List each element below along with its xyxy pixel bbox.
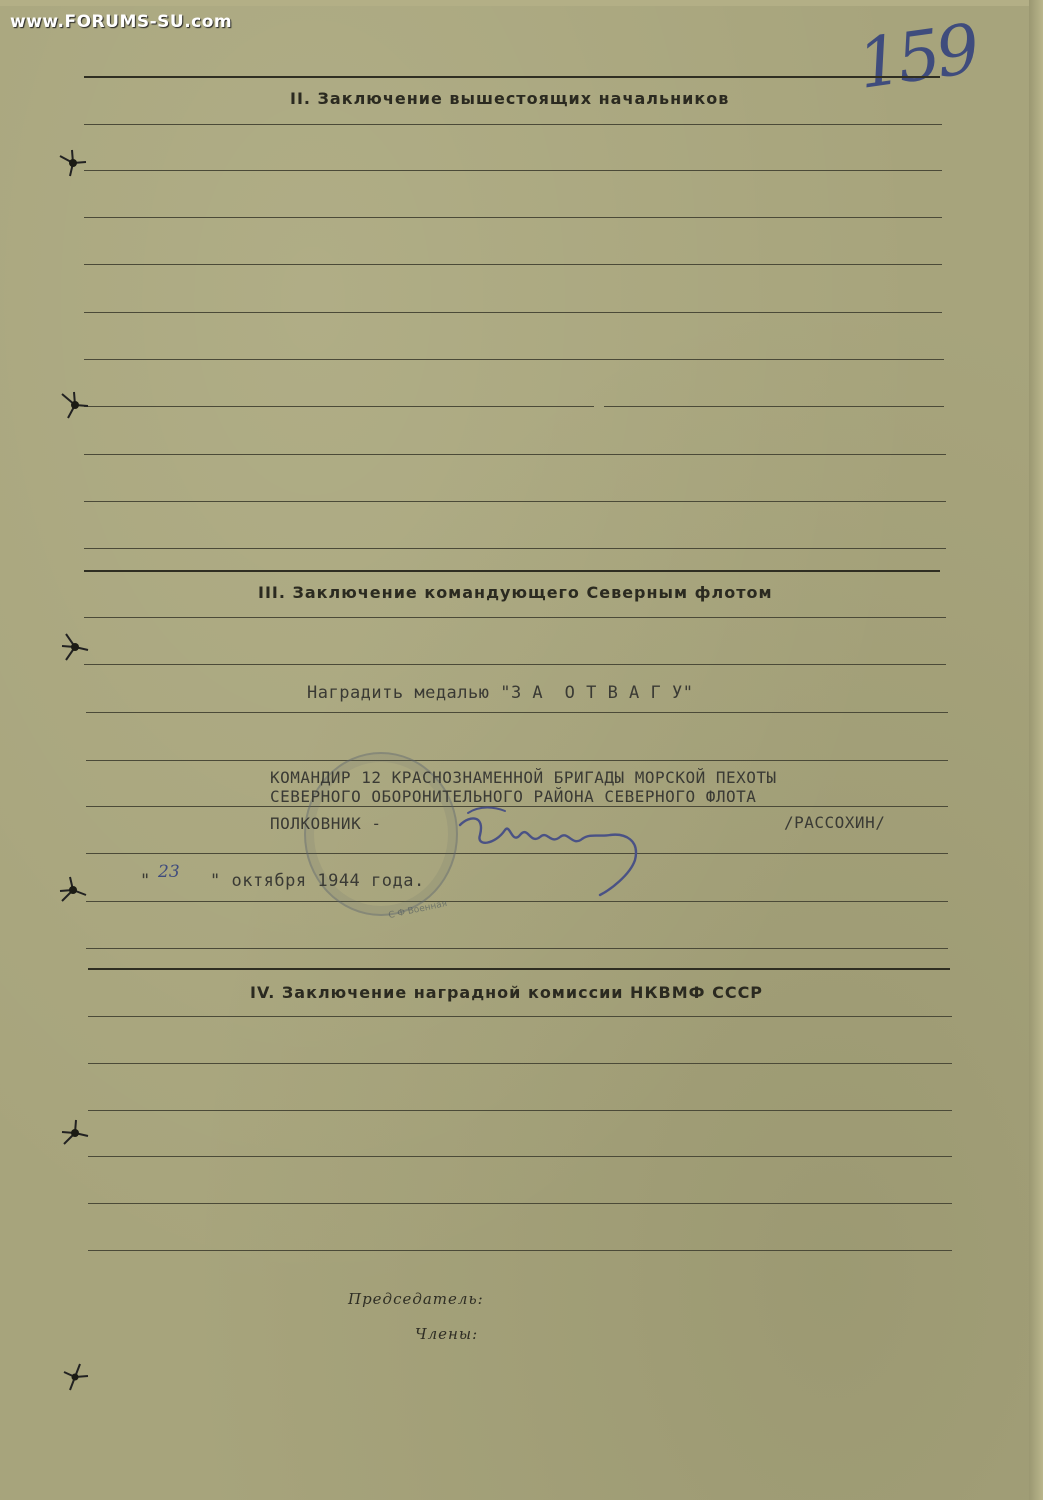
blank-line <box>84 264 942 265</box>
stamp-lettering: С Ф Военная <box>387 898 449 922</box>
blank-line <box>88 1156 952 1157</box>
commander-name: /РАССОХИН/ <box>784 813 886 832</box>
blank-line <box>84 454 946 455</box>
section3-heading: III. Заключение командующего Северным флотом <box>258 583 773 602</box>
page-number: 159 <box>853 10 981 105</box>
blank-line <box>84 501 946 502</box>
date-day: 23 <box>158 862 180 882</box>
blank-line <box>84 170 942 171</box>
section4-heading: IV. Заключение наградной комиссии НКВМФ СССР <box>250 983 764 1002</box>
award-text: Наградить медалью "З А О Т В А Г У" <box>307 683 694 703</box>
punch-hole <box>58 875 88 905</box>
blank-line <box>88 1203 952 1204</box>
section2-top-rule <box>84 76 940 78</box>
blank-line <box>84 124 942 125</box>
page-top-edge <box>0 0 1043 6</box>
page-right-edge <box>1029 0 1043 1500</box>
punch-hole <box>58 148 88 178</box>
commander-rank: ПОЛКОВНИК - <box>270 814 382 833</box>
section4-top-rule <box>88 968 950 970</box>
blank-line <box>88 1063 952 1064</box>
blank-line <box>84 617 946 618</box>
blank-line <box>86 948 948 949</box>
date-open-quote: " <box>140 871 151 891</box>
watermark: www.FORUMS-SU.com <box>10 12 233 32</box>
blank-line <box>86 712 948 713</box>
blank-line <box>84 664 946 665</box>
blank-line <box>84 217 942 218</box>
blank-line <box>84 312 942 313</box>
chairman-label: Председатель: <box>348 1290 484 1308</box>
handwritten-signature <box>450 775 650 905</box>
blank-line <box>84 548 946 549</box>
blank-line <box>86 760 948 761</box>
blank-line <box>84 406 594 407</box>
commander-line-1: КОМАНДИР 12 КРАСНОЗНАМЕННОЙ БРИГАДЫ МОРСКОЙ ПЕХОТЫ <box>270 768 777 787</box>
blank-line <box>84 359 944 360</box>
section3-top-rule <box>84 570 940 572</box>
section2-heading: II. Заключение вышестоящих начальников <box>290 89 730 108</box>
blank-line <box>604 406 944 407</box>
date-rest: " октября 1944 года. <box>210 871 425 891</box>
punch-hole <box>60 632 90 662</box>
punch-hole <box>60 1118 90 1148</box>
blank-line <box>88 1250 952 1251</box>
members-label: Члены: <box>415 1325 479 1343</box>
commander-line-2: СЕВЕРНОГО ОБОРОНИТЕЛЬНОГО РАЙОНА СЕВЕРНОГО ФЛОТА <box>270 787 757 806</box>
punch-hole <box>60 390 90 420</box>
blank-line <box>88 1016 952 1017</box>
punch-hole <box>60 1362 90 1392</box>
blank-line <box>88 1110 952 1111</box>
